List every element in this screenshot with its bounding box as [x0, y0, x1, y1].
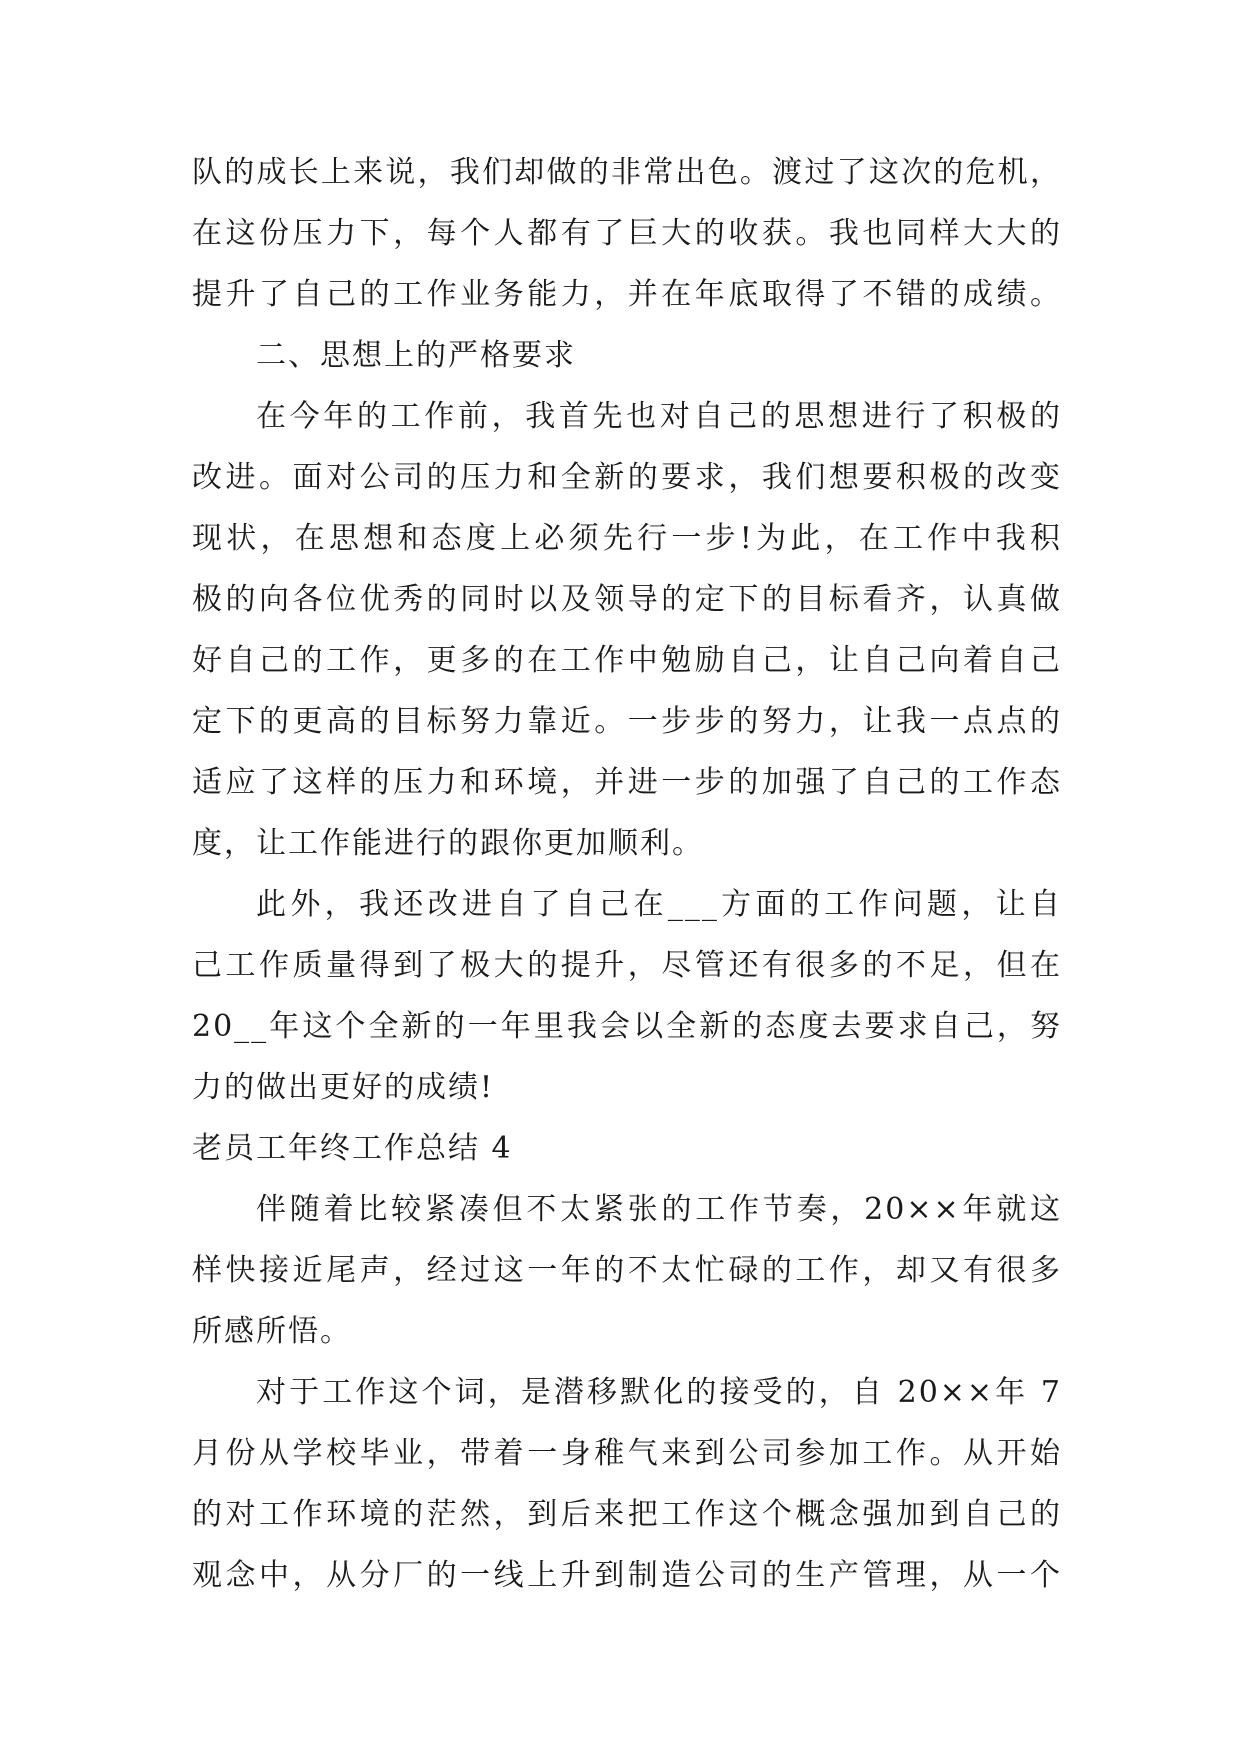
text-line: 伴随着比较紧凑但不太紧张的工作节奏，20××年就这: [256, 1192, 1062, 1227]
text-line: 好自己的工作，更多的在工作中勉励自己，让自己向着自己: [192, 643, 1062, 678]
text-line: 改进。面对公司的压力和全新的要求，我们想要积极的改变: [192, 460, 1062, 495]
text-line: 20__年这个全新的一年里我会以全新的态度去要求自己，努: [192, 1009, 1062, 1044]
text-line: 此外，我还改进自了自己在___方面的工作问题，让自: [256, 887, 1062, 922]
text-line: 提升了自己的工作业务能力，并在年底取得了不错的成绩。: [192, 277, 1062, 312]
text-line: 己工作质量得到了极大的提升，尽管还有很多的不足，但在: [192, 948, 1062, 983]
text-line: 对于工作这个词，是潜移默化的接受的，自 20××年 7: [256, 1375, 1062, 1410]
text-line: 定下的更高的目标努力靠近。一步步的努力，让我一点点的: [192, 704, 1062, 739]
text-line: 力的做出更好的成绩!: [192, 1070, 495, 1105]
text-line: 极的向各位优秀的同时以及领导的定下的目标看齐，认真做: [192, 582, 1062, 617]
text-line: 队的成长上来说，我们却做的非常出色。渡过了这次的危机，: [192, 155, 1062, 190]
text-line: 观念中，从分厂的一线上升到制造公司的生产管理，从一个: [192, 1558, 1062, 1593]
text-line: 老员工年终工作总结 4: [192, 1131, 513, 1166]
text-line: 二、思想上的严格要求: [256, 338, 576, 373]
text-line: 适应了这样的压力和环境，并进一步的加强了自己的工作态: [192, 765, 1062, 800]
text-line: 所感所悟。: [192, 1314, 352, 1349]
text-line: 在这份压力下，每个人都有了巨大的收获。我也同样大大的: [192, 216, 1062, 251]
text-line: 月份从学校毕业，带着一身稚气来到公司参加工作。从开始: [192, 1436, 1062, 1471]
text-line: 现状，在思想和态度上必须先行一步!为此，在工作中我积: [192, 521, 1062, 556]
document-body: [192, 142, 1062, 1606]
text-line: 在今年的工作前，我首先也对自己的思想进行了积极的: [256, 399, 1062, 434]
text-line: 样快接近尾声，经过这一年的不太忙碌的工作，却又有很多: [192, 1253, 1062, 1288]
text-line: 度，让工作能进行的跟你更加顺利。: [192, 826, 704, 861]
text-line: 的对工作环境的茫然，到后来把工作这个概念强加到自己的: [192, 1497, 1062, 1532]
